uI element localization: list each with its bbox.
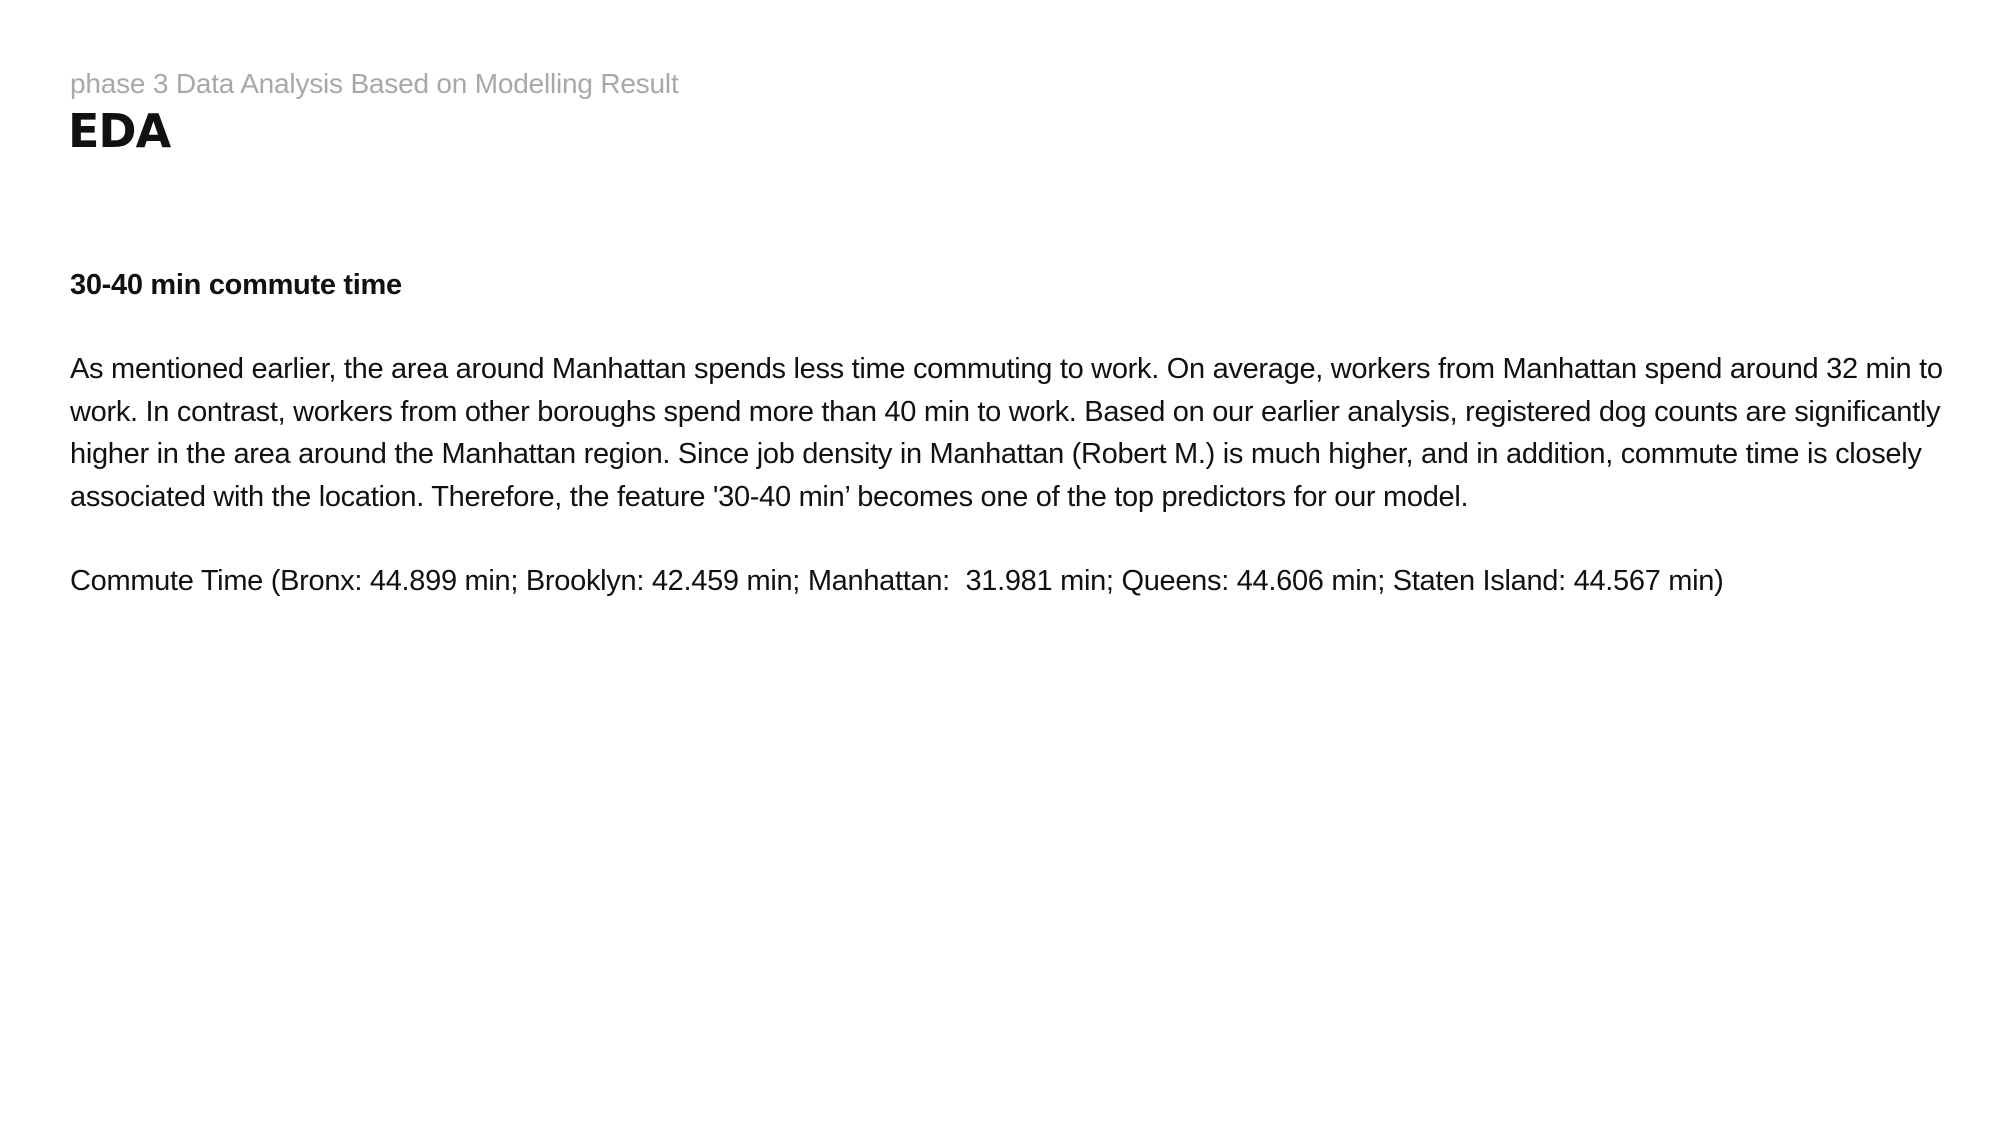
page-title: EDA: [68, 104, 171, 158]
section-heading: 30-40 min commute time: [70, 269, 402, 301]
content-body: [70, 264, 1950, 645]
paragraph-commute-times: Commute Time (Bronx: 44.899 min; Brooklyn: 42.459 min; Manhattan: 31.981 min; Queens: 44.606 min; Staten Island: 44.567 min): [70, 565, 1724, 597]
phase-label: phase 3 Data Analysis Based on Modelling Result: [70, 68, 679, 99]
paragraph-main: As mentioned earlier, the area around Manhattan spends less time commuting to work. On average, workers from Manhattan spend around 32 min to work. In contrast, workers from other boroughs spend more than 40 min to work. Based on our earlier analysis, registered dog counts are significantly higher in the area around the Manhattan region. Since job density in Manhattan (Robert M.) is much higher, and in addition, commute time is closely associated with the location. Therefore, the feature '30-40 min’ becomes one of the top predictors for our model.: [70, 353, 1943, 513]
